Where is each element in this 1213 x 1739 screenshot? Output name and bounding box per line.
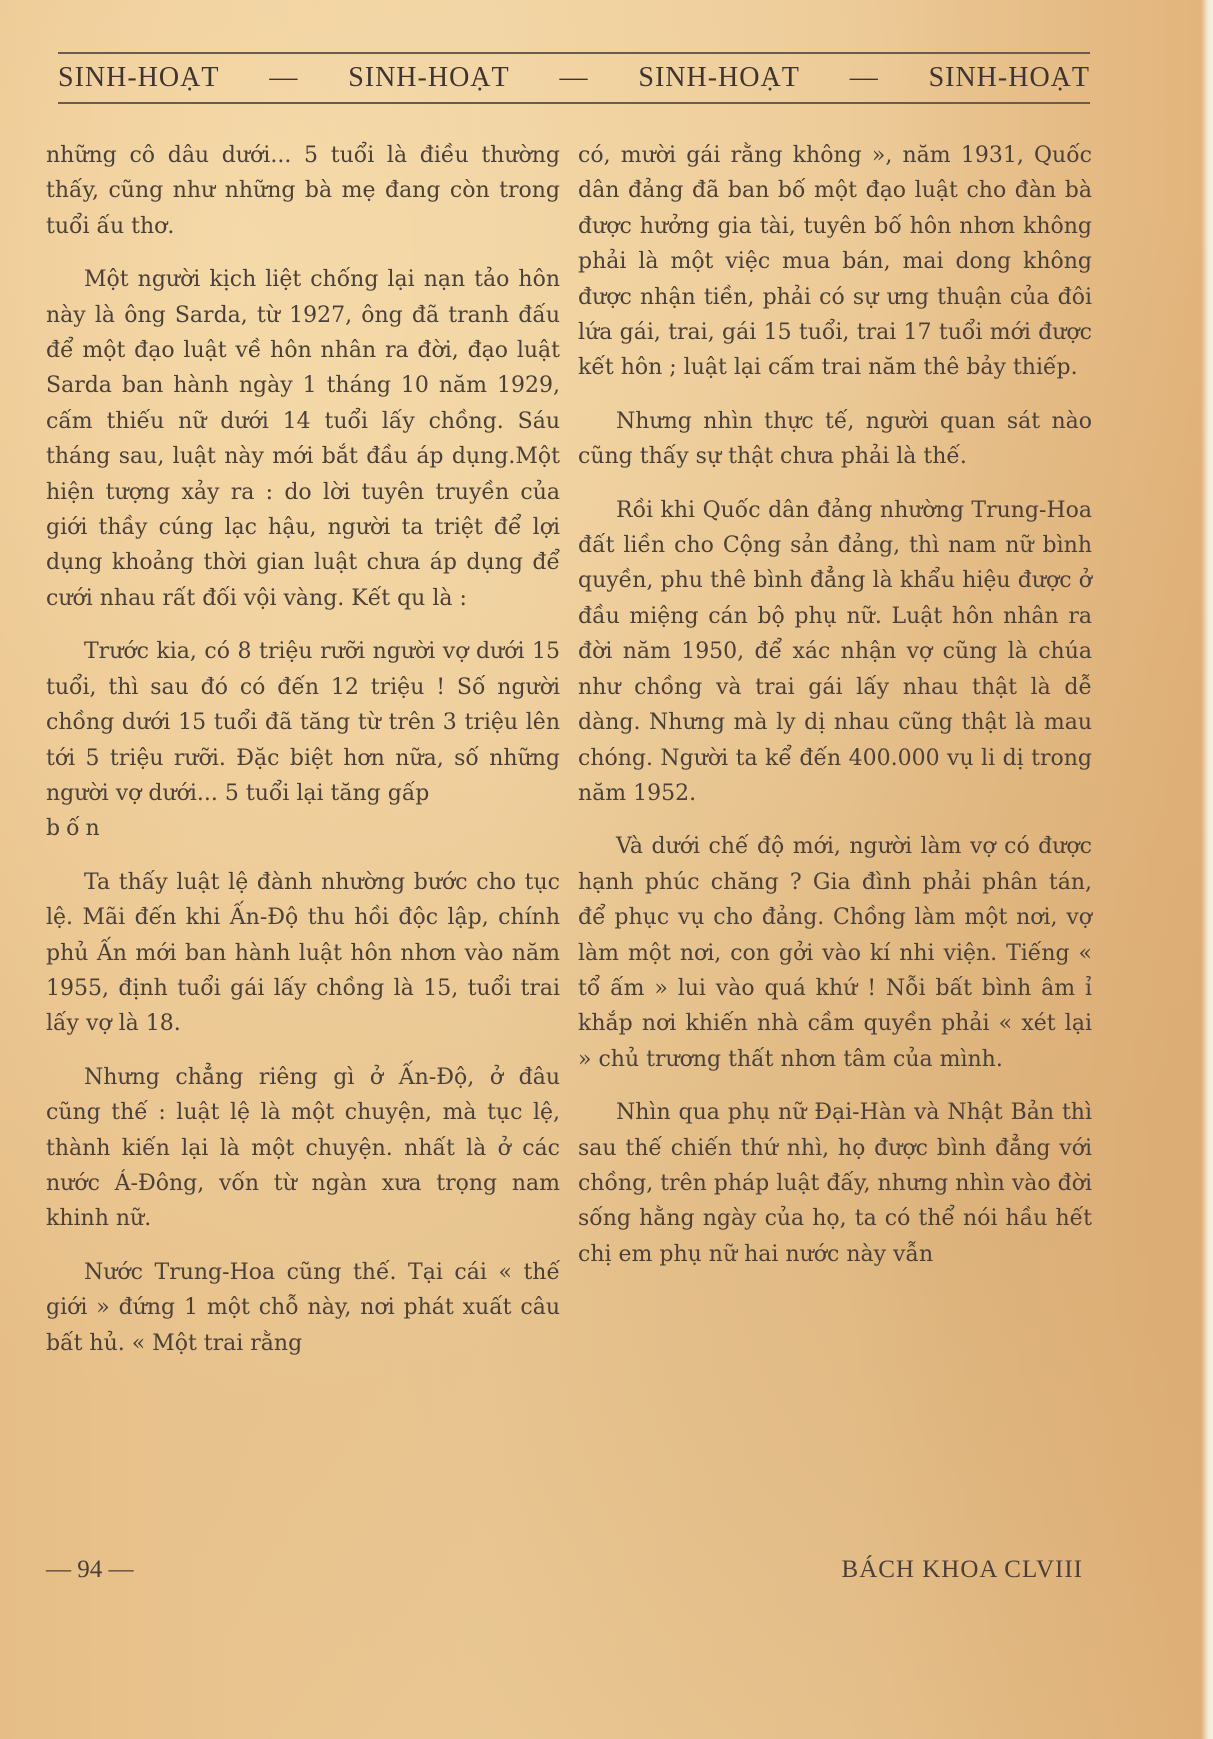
page-edge	[1201, 0, 1213, 1739]
page-number: — 94 —	[46, 1556, 134, 1583]
running-head-dash: —	[849, 62, 879, 93]
paragraph: Ta thấy luật lệ đành nhường bước cho tục lệ. Mãi đến khi Ấn-Độ thu hồi độc lập, chính phủ Ấn mới ban hành luật hôn nhơn vào năm 1955, định tuổi gái lấy chồng là 15, tuổi trai lấy vợ là 18.	[46, 869, 560, 1037]
paragraph	[46, 634, 560, 846]
paragraph: Và dưới chế độ mới, người làm vợ có được hạnh phúc chăng ? Gia đình phải phân tán, để phục vụ cho đảng. Chồng làm một nơi, vợ làm một nơi, con gởi vào kí nhi viện. Tiếng « tổ ấm » lui vào quá khứ ! Nỗi bất bình âm ỉ khắp nơi khiến nhà cầm quyền phải « xét lại » chủ trương thất nhơn tâm của mình.	[578, 834, 1092, 1072]
running-head-item: SINH-HOẠT	[638, 62, 800, 93]
running-head-item: SINH-HOẠT	[928, 62, 1090, 93]
paragraph: Nhưng chẳng riêng gì ở Ấn-Độ, ở đâu cũng thế : luật lệ là một chuyện, mà tục lệ, thành kiến lại là một chuyện. nhất là ở các nước Á-Đông, vốn từ ngàn xưa trọng nam khinh nữ.	[46, 1064, 560, 1232]
right-column	[578, 138, 1092, 1272]
paragraph-end-word: bốn	[46, 816, 106, 842]
header-rule-bottom	[58, 102, 1090, 104]
paragraph: những cô dâu dưới... 5 tuổi là điều thường thấy, cũng như những bà mẹ đang còn trong tuổi ấu thơ.	[46, 143, 560, 239]
paragraph: Rồi khi Quốc dân đảng nhường Trung-Hoa đất liền cho Cộng sản đảng, thì nam nữ bình quyền, phu thê bình đẳng là khẩu hiệu được ở đầu miệng cán bộ phụ nữ. Luật hôn nhân ra đời năm 1950, để xác nhận vợ cũng là chúa như chồng và trai gái lấy nhau thật là dễ dàng. Nhưng mà ly dị nhau cũng thật là mau chóng. Người ta kể đến 400.000 vụ li dị trong năm 1952.	[578, 497, 1092, 806]
running-head-item: SINH-HOẠT	[348, 62, 510, 93]
running-head-dash: —	[269, 62, 299, 93]
paragraph: có, mười gái rằng không », năm 1931, Quốc dân đảng đã ban bố một đạo luật cho đàn bà được hưởng gia tài, tuyên bố hôn nhơn không phải là một việc mua bán, mai dong không được nhận tiền, phải có sự ưng thuận của đôi lứa gái, trai, gái 15 tuổi, trai 17 tuổi mới được kết hôn ; luật lại cấm trai năm thê bảy thiếp.	[578, 143, 1092, 381]
journal-issue: BÁCH KHOA CLVIII	[841, 1556, 1083, 1583]
running-head-dash: —	[559, 62, 589, 93]
paragraph: Nhưng nhìn thực tế, người quan sát nào cũng thấy sự thật chưa phải là thế.	[578, 408, 1092, 470]
paragraph: Nước Trung-Hoa cũng thế. Tại cái « thế giới » đứng 1 một chỗ này, nơi phát xuất câu bất hủ. « Một trai rằng	[46, 1259, 560, 1356]
paragraph: Một người kịch liệt chống lại nạn tảo hôn này là ông Sarda, từ 1927, ông đã tranh đấu để một đạo luật về hôn nhân ra đời, đạo luật Sarda ban hành ngày 1 tháng 10 năm 1929, cấm thiếu nữ dưới 14 tuổi lấy chồng. Sáu tháng sau, luật này mới bắt đầu áp dụng.Một hiện tượng xảy ra : do lời tuyên truyền của giới thầy cúng lạc hậu, người ta triệt để lợi dụng khoảng thời gian luật chưa áp dụng để cưới nhau rất đối vội vàng. Kết qu là :	[46, 267, 560, 611]
paragraph: Nhìn qua phụ nữ Đại-Hàn và Nhật Bản thì sau thế chiến thứ nhì, họ được bình đẳng với chồng, trên pháp luật đấy, nhưng nhìn vào đời sống hằng ngày của họ, ta có thể nói hầu hết chị em phụ nữ hai nước này vẫn	[578, 1100, 1092, 1267]
paragraph-text: Trước kia, có 8 triệu rưỡi người vợ dưới 15 tuổi, thì sau đó có đến 12 triệu ! Số người chồng dưới 15 tuổi đã tăng từ trên 3 triệu lên tới 5 triệu rưỡi. Đặc biệt hơn nữa, số những người vợ dưới... 5 tuổi lại tăng gấp	[46, 639, 560, 806]
left-column	[46, 138, 560, 1361]
running-head	[58, 58, 1090, 98]
header-rule-top	[58, 52, 1090, 54]
running-head-item: SINH-HOẠT	[58, 62, 220, 93]
